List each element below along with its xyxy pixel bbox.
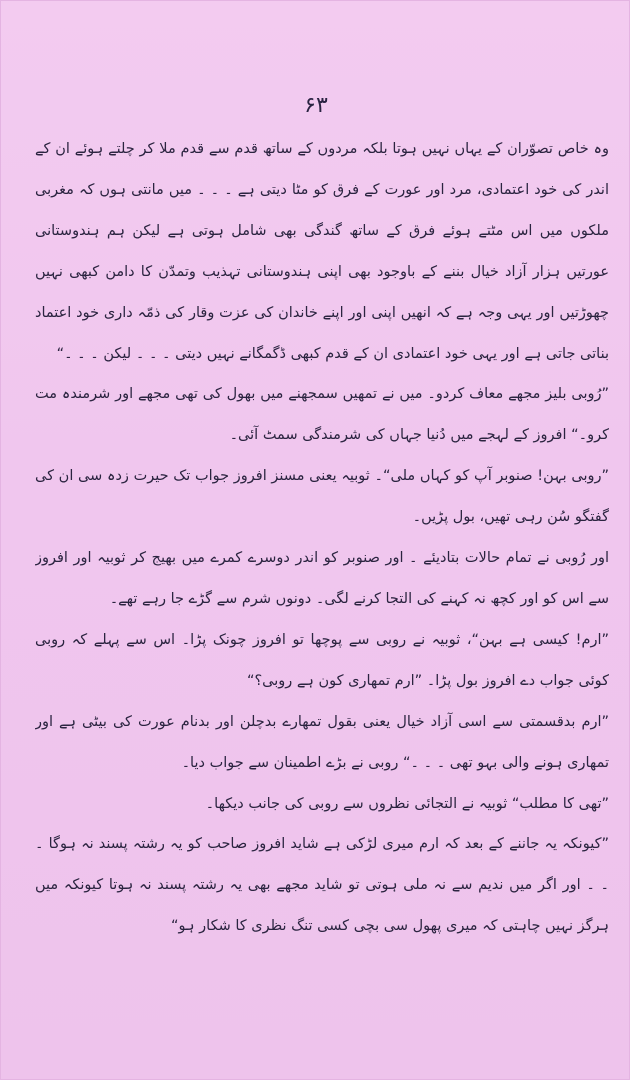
paragraph-4: اور رُوبی نے تمام حالات بتادیئے ۔ اور صنوبر کو اندر دوسرے کمرے میں بھیج کر ثوبیہ اور افروز سے اس کو اور کچھ نہ کہنے کی التجا کرنے لگی۔ دونوں شرم سے گڑے جا رہے تھے۔	[35, 550, 609, 607]
page-number: ۶۳	[304, 93, 328, 118]
paragraph-1: وہ خاص تصوّران کے یہاں نہیں ہوتا بلکہ مردوں کے ساتھ قدم سے قدم ملا کر چلتے ہوئے ان کے اندر کی خود اعتمادی، مرد اور عورت کے فرق کو مٹا دیتی ہے ۔ ۔ ۔ میں مانتی ہوں کہ مغربی ملکوں میں اس مٹتے ہوئے فرق کے ساتھ گندگی بھی شامل ہوتی ہے لیکن ہم ہندوستانی عورتیں ہزار آزاد خیال بننے کے باوجود بھی اپنی ہندوستانی تہذیب وتمدّن کا دامن کبھی نہیں چھوڑتیں اور یہی وجہ ہے کہ انھیں اپنی اور اپنے خاندان کی عزت وقار کی ذمّہ داری خود اعتماد بناتی جاتی ہے اور یہی خود اعتمادی ان کے قدم کبھی ڈگمگانے نہیں دیتی ۔ ۔ ۔ لیکن ۔ ۔ ۔“	[35, 141, 609, 362]
page-body-text	[35, 129, 609, 1049]
paragraph-6: ”ارم بدقسمتی سے اسی آزاد خیال یعنی بقول تمھارے بدچلن اور بدنام عورت کی بیٹی ہے اور تمھاری ہونے والی بہو تھی ۔ ۔ ۔“ روبی نے بڑے اطمینان سے جواب دیا۔	[35, 713, 609, 771]
paragraph-7: ”تھی کا مطلب“ ثوبیہ نے التجائی نظروں سے روبی کی جانب دیکھا۔	[205, 795, 609, 812]
paragraph-8: ”کیونکہ یہ جاننے کے بعد کہ ارم میری لڑکی ہے شاید افروز صاحب کو یہ رشتہ پسند نہ ہوگا ۔ ۔ ۔ اور اگر میں ندیم سے نہ ملی ہوتی تو شاید مجھے بھی یہ رشتہ پسند نہ ہوتا کیونکہ میں ہرگز نہیں چاہتی کہ میری پھول سی بچی کسی تنگ نظری کا شکار ہو“	[35, 836, 609, 935]
paragraph-2: ”رُوبی بلیز مجھے معاف کردو۔ میں نے تمھیں سمجھنے میں بھول کی تھی مجھے اور شرمندہ مت کرو۔“ افروز کے لہجے میں دُنیا جہاں کی شرمندگی سمٹ آئی۔	[35, 386, 609, 444]
paragraph-5: ”ارم! کیسی ہے بہن“، ثوبیہ نے روبی سے پوچھا تو افروز چونک پڑا۔ اس سے پہلے کہ روبی کوئی جواب دے افروز بول پڑا۔ ”ارم تمھاری کون ہے روبی؟“	[35, 631, 609, 689]
paragraph-3: ”روبی بہن! صنوبر آپ کو کہاں ملی“۔ ثوبیہ یعنی مسنز افروز جواب تک حیرت زدہ سی ان کی گفتگو سُن رہی تھیں، بول پڑیں۔	[35, 468, 609, 526]
